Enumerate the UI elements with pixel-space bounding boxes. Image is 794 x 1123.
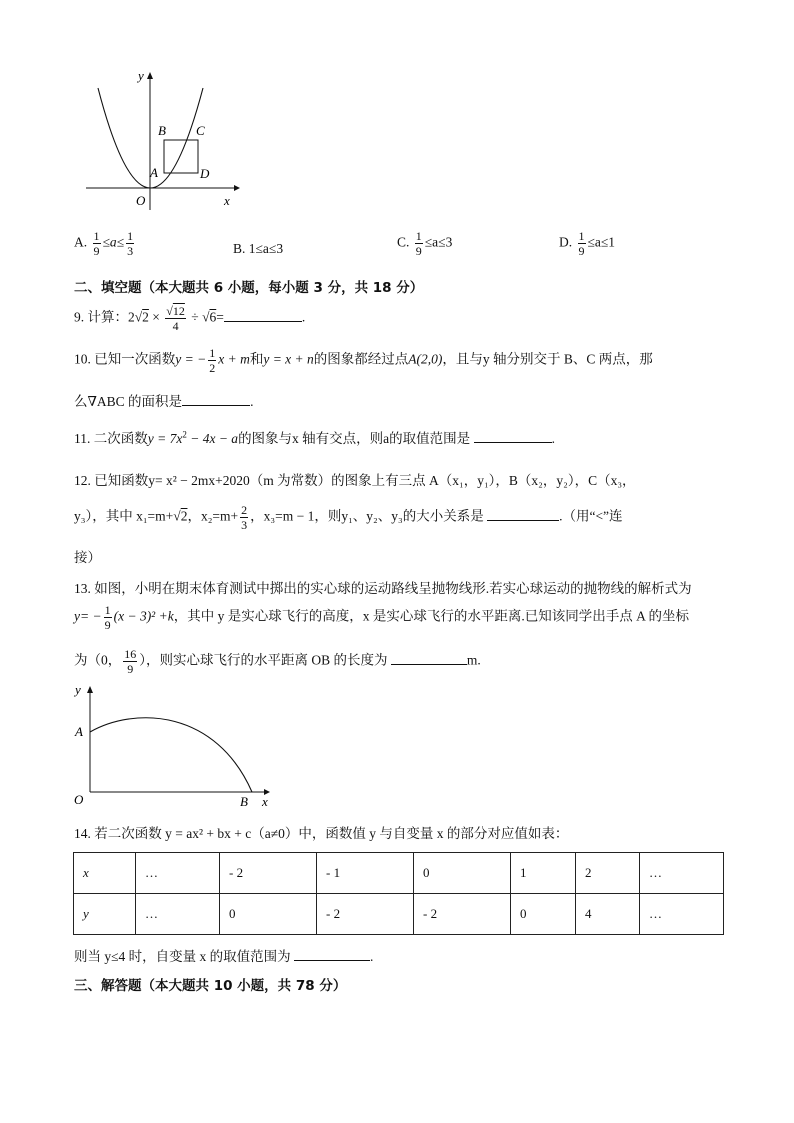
label-o: O	[74, 792, 84, 807]
answer-blank[interactable]	[294, 948, 370, 961]
option-d: D. $\frac{1}{9}$ ≤a≤1	[559, 229, 616, 258]
fraction: $\frac{1}{3}$	[127, 229, 134, 258]
label-a: A	[150, 165, 158, 180]
label-y: y	[138, 68, 144, 83]
y-arrow	[87, 686, 93, 693]
question-9: 9. 计算：2√2 × $\frac{√12}{4}$ ÷ √6= .	[74, 304, 306, 333]
table-row: x … ‐ 2 ‐ 1 0 1 2 …	[74, 853, 724, 894]
question-12-line3: 接）	[74, 550, 101, 565]
question-13: 13. 如图，小明在期末体育测试中掷出的实心球的运动路线呈抛物线形.若实心球运动的抛物线的解析式为	[74, 581, 692, 596]
question-10-line2: 么∇ABC 的面积是 .	[74, 394, 254, 409]
question-14: 14. 若二次函数 y = ax² + bx + c（a≠0）中，函数值 y 与自变量 x 的部分对应值如表：	[74, 826, 569, 841]
option-c: C. $\frac{1}{9}$ ≤a≤3	[397, 229, 453, 258]
question-12: 12. 已知函数y= x² − 2mx+2020（m 为常数）的图象上有三点 A（x₁，y₁），B（x₂，y₂），C（x₃，	[74, 473, 636, 488]
y-arrow	[147, 72, 153, 79]
question-10: 10. 已知一次函数y = − $\frac{1}{2}$ x + m和y = x + n的图象都经过点A(2,0)，且与y 轴分别交于 B、C 两点，那	[74, 346, 653, 375]
question-12-line2: y₃），其中 x₁=m+√2，x₂=m+ $\frac{2}{3}$ ，x₃=m − 1，则y₁、y₂、y₃的大小关系是 .（用“<”连	[74, 503, 623, 532]
label-a: A	[75, 724, 83, 739]
option-a-label: A.	[74, 234, 88, 250]
answer-blank[interactable]	[391, 652, 467, 665]
answer-blank[interactable]	[224, 309, 302, 322]
option-b: B. 1≤a≤3	[233, 241, 284, 256]
question-13-line2: y= − $\frac{1}{9}$ (x − 3)² +k，其中 y 是实心球飞行的高度，x 是实心球飞行的水平距离.已知该同学出手点 A 的坐标	[74, 603, 689, 632]
fraction: $\frac{1}{9}$	[93, 229, 100, 258]
section-2-heading: 二、填空题（本大题共 6 小题，每小题 3 分，共 18 分）	[74, 280, 424, 296]
value-table	[73, 852, 724, 935]
x-arrow	[234, 185, 240, 191]
label-x: x	[262, 794, 268, 809]
label-o: O	[136, 193, 146, 208]
answer-blank[interactable]	[474, 430, 552, 443]
question-14-tail: 则当 y≤4 时，自变量 x 的取值范围为 .	[74, 949, 374, 964]
label-b: B	[158, 123, 166, 138]
square-abcd	[164, 140, 198, 173]
q8-figure	[80, 64, 250, 214]
table-row: y … 0 ‐ 2 ‐ 2 0 4 …	[74, 894, 724, 935]
label-b: B	[240, 794, 248, 809]
section-3-heading: 三、解答题（本大题共 10 小题，共 78 分）	[74, 978, 347, 994]
question-13-line3: 为（0， $\frac{16}{9}$ ），则实心球飞行的水平距离 OB 的长度为 m.	[74, 647, 481, 676]
label-d: D	[200, 166, 210, 181]
trajectory	[90, 718, 252, 792]
answer-blank[interactable]	[487, 508, 559, 521]
question-11: 11. 二次函数$y = 7x^2 - 4x - a$的图象与x 轴有交点，则a的取值范围是 .	[74, 429, 555, 446]
option-a: A. $\frac{1}{9}$ ≤a≤ $\frac{1}{3}$	[74, 229, 134, 258]
q13-figure	[66, 680, 286, 812]
label-y: y	[75, 682, 81, 697]
answer-blank[interactable]	[182, 393, 250, 406]
label-c: C	[196, 123, 205, 138]
label-x: x	[224, 193, 230, 208]
